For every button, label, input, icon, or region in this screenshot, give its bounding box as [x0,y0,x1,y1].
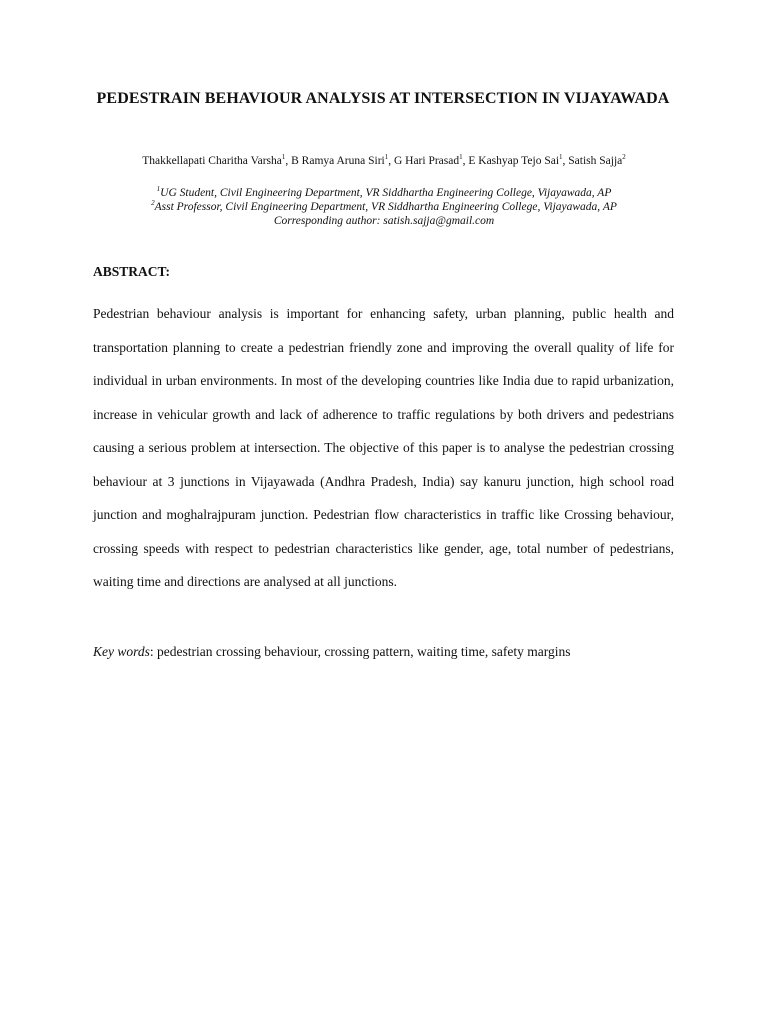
author-list [60,152,708,170]
author-separator: , [562,155,569,167]
author: E Kashyap Tejo Sai$^1$ [468,153,563,167]
author: G Hari Prasad$^1$ [393,153,463,167]
author: B Ramya Aruna Siri$^1$ [291,153,389,167]
corresponding-author: Corresponding author: satish.sajja@gmail.com [273,215,495,227]
abstract-body: Pedestrian behaviour analysis is important for enhancing safety, urban planning, public health and transportation planning to create a pedestrian friendly zone and improving the overall quality of life for individual in urban environments. In most of the developing countries like India due to rapid urbanization, increase in vehicular growth and lack of adherence to traffic regulations by both drivers and pedestrians causing a serious problem at intersection. The objective of this paper is to analyse the pedestrian crossing behaviour at 3 junctions in Vijayawada (Andhra Pradesh, India) say kanuru junction, high school road junction and moghalrajpuram junction. Pedestrian flow characteristics in traffic like Crossing behaviour, crossing speeds with respect to pedestrian characteristics like gender, age, total number of pedestrians, waiting time and directions are analysed at all junctions. [93,306,674,589]
author-affiliation-mark: 1 [384,153,389,162]
affiliation-1 [60,186,708,200]
affiliation-text: Asst Professor, Civil Engineering Department, VR Siddhartha Engineering College, Vijayawada, AP [154,201,617,213]
affiliation-2 [60,200,708,214]
keywords-label: Key words [93,644,150,659]
affiliation-text: UG Student, Civil Engineering Department, VR Siddhartha Engineering College, Vijayawada, AP [160,187,612,199]
author: Satish Sajja$^2$ [568,153,626,167]
author-affiliation-mark: 2 [622,153,626,162]
author-separator: , [285,155,292,167]
author-affiliation-mark: 1 [281,153,286,162]
affiliation-mark: 2 [151,199,155,208]
keywords-text: pedestrian crossing behaviour, crossing pattern, waiting time, safety margins [157,644,571,659]
author-separator: , [388,155,394,167]
abstract-heading: ABSTRACT: [93,264,171,279]
author-separator: , [462,155,469,167]
paper-title: PEDESTRAIN BEHAVIOUR ANALYSIS AT INTERSECTION IN VIJAYAWADA [96,90,670,107]
affiliation-mark: 1 [156,185,161,194]
author-affiliation-mark: 1 [559,153,563,162]
author-affiliation-mark: 1 [459,153,463,162]
keywords [93,643,693,661]
keywords-separator: : [149,644,158,659]
author: Thakkellapati Charitha Varsha$^1$ [142,153,286,167]
